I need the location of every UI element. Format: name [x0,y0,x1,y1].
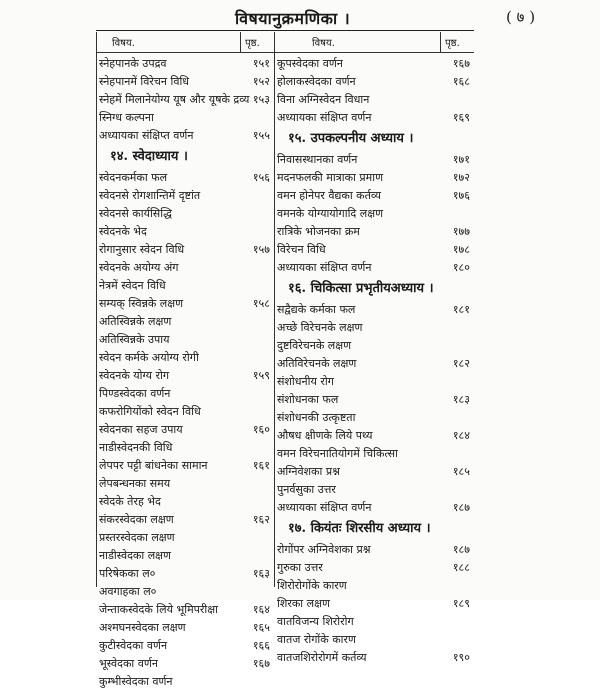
index-entry [96,619,274,637]
entry-page: १६७ [252,657,270,670]
entry-page: १६९ [452,111,470,124]
entry-subject: कुटीस्वेदका वर्णन [99,639,168,652]
index-entry [274,409,474,427]
index-entry [274,613,474,631]
entry-page: १८९ [452,597,470,610]
entry-subject: निवासस्थानका वर्णन [277,153,358,166]
index-entry [274,169,474,187]
index-entry [274,541,474,559]
entry-page: १७८ [452,243,470,256]
entry-subject: संशोधनकी उत्कृष्टता [277,411,356,424]
entry-page: १५७ [252,243,270,256]
entry-subject: संशोधनीय रोग [277,375,334,388]
entry-subject: शिरका लक्षण [277,597,330,610]
entry-page: १५५ [252,129,270,142]
index-entry [96,109,274,127]
entry-subject: गुरुका उत्तर [277,561,323,574]
entry-page: १८७ [452,501,470,514]
index-entry [274,241,474,259]
index-entry [96,673,274,691]
entry-page: १८१ [452,303,470,316]
index-entry [274,559,474,577]
index-entry [96,259,274,277]
entry-page: १७१ [452,153,470,166]
index-entry [96,547,274,565]
index-entry [274,595,474,613]
right-page-header: पृष्ठ. [445,38,460,49]
entry-subject: स्वेदनके योग्य रोग [99,369,170,382]
index-entry [96,475,274,493]
entry-subject: कफरोगियोंको स्वेदन विधि [99,405,201,418]
index-entry [96,529,274,547]
entry-subject: अतिविरेचनके लक्षण [277,357,357,370]
index-entry [274,391,474,409]
entry-subject: अवगाहका ल० [99,585,157,598]
entry-subject: स्वेदनसे रोगशान्तिमें दृष्टांत [99,189,201,202]
index-entry [96,55,274,73]
index-entry [96,457,274,475]
entry-page: १८८ [452,561,470,574]
entry-subject: नेत्रमें स्वेदन विधि [99,279,166,292]
entry-subject: सद्वैद्यके कर्मका फल [277,303,356,316]
entry-page: १८० [452,261,470,274]
entry-subject: परिषेकका ल० [99,567,156,580]
entry-page: १६१ [252,459,270,472]
entry-subject: सम्यक् स्विन्नके लक्षण [99,297,184,310]
entry-subject: वातविजन्य शिरोरोग [277,615,354,628]
entry-subject: स्नेहपानके उपद्रव [99,57,167,70]
section-title: १५. उपकल्पनीय अध्याय । [288,131,414,146]
entry-subject: विरेचन विधि [277,243,326,256]
section-heading [274,127,474,151]
entry-subject: कुम्भीस्वेदका वर्णन [99,675,173,688]
entry-subject: अध्यायका संक्षिप्त वर्णन [277,261,372,274]
index-entry [274,151,474,169]
page-number: ( ७ ) [506,8,536,26]
entry-subject: स्वेदनकर्मका फल [99,171,168,184]
index-entry [96,421,274,439]
entry-subject: संशोधनका फल [277,393,339,406]
entry-page: १५६ [252,171,270,184]
entry-subject: जेन्ताकस्वेदके लिये भूमिपरीक्षा [99,603,218,616]
entry-subject: रोगोंपर अग्निवेशका प्रश्न [277,543,371,556]
entry-page: १६८ [452,75,470,88]
entry-subject: स्वेदनके अयोग्य अंग [99,261,179,274]
entry-page: १८७ [452,543,470,556]
index-entry [96,439,274,457]
entry-page: १५९ [252,369,270,382]
index-entry [96,223,274,241]
index-entry [274,55,474,73]
index-entry [96,73,274,91]
entry-subject: अच्छे विरेचनके लक्षण [277,321,363,334]
index-entry [96,601,274,619]
index-entry [274,499,474,517]
index-entry [274,187,474,205]
entry-page: १५२ [252,75,270,88]
index-entry [96,367,274,385]
index-entry [96,565,274,583]
section-title: १४. स्वेदाध्याय । [110,149,188,164]
section-title: १६. चिकित्सा प्रभृतीयअध्याय । [288,281,434,296]
entry-subject: स्नेहमें मिलानेयोग्य यूष और यूषके द्रव्य [99,93,250,106]
index-entry [96,313,274,331]
index-entry [96,169,274,187]
entry-subject: विना अग्निस्वेदन विधान [277,93,370,106]
entry-subject: लेपपर पट्टी बांधनेका सामान [99,459,208,472]
entry-subject: वातजशिरोरोगमें कर्तव्य [277,651,367,664]
entry-page: १५८ [252,297,270,310]
entry-subject: अध्यायका संक्षिप्त वर्णन [99,129,194,142]
entry-subject: स्वेदनसे कार्यसिद्धि [99,207,172,220]
index-entry [96,91,274,109]
entry-subject: वातज रोगोंके कारण [277,633,356,646]
entry-page: १८४ [452,429,470,442]
section-heading [274,517,474,541]
index-entry [96,331,274,349]
entry-page: १८३ [452,393,470,406]
index-entry [96,127,274,145]
right-column [274,55,474,667]
index-entry [274,73,474,91]
entry-subject: कूपस्वेदका वर्णन [277,57,343,70]
entry-page: १५३ [252,93,270,106]
entry-subject: नाडीस्वेदनकी विधि [99,441,173,454]
entry-subject: संकरस्वेदका लक्षण [99,513,174,526]
index-entry [274,205,474,223]
index-entry [96,655,274,673]
index-entry [274,577,474,595]
entry-page: १७७ [452,225,470,238]
left-column [96,55,274,691]
entry-subject: होलाकस्वेदका वर्णन [277,75,356,88]
entry-subject: लेपबन्धनका समय [99,477,171,490]
entry-subject: भूस्वेदका वर्णन [99,657,158,670]
entry-page: १६३ [252,567,270,580]
entry-page: १६२ [252,513,270,526]
entry-subject: अग्निवेशका प्रश्न [277,465,340,478]
entry-subject: मदनफलकी मात्राका प्रमाण [277,171,384,184]
index-entry [274,109,474,127]
entry-subject: स्वेदनके भेद [99,225,147,238]
index-entry [96,637,274,655]
index-entry [96,277,274,295]
index-entry [274,463,474,481]
section-heading [96,145,274,169]
entry-page: १९० [452,651,470,664]
index-entry [96,493,274,511]
entry-subject: पिण्डस्वेदका वर्णन [99,387,171,400]
index-entry [274,223,474,241]
index-entry [274,259,474,277]
entry-subject: दुष्टविरेचनके लक्षण [277,339,352,352]
left-subject-header: विषय. [112,38,135,49]
column-header-rule [96,52,474,53]
entry-subject: अतिस्विन्नके लक्षण [99,315,172,328]
entry-subject: स्वेदनका सहज उपाय [99,423,183,436]
index-entry [96,349,274,367]
entry-subject: शिरोरोगोंके कारण [277,579,347,592]
entry-subject: अश्मघनस्वेदका लक्षण [99,621,186,634]
index-entry [96,583,274,601]
index-entry [274,631,474,649]
entry-subject: स्वेदके तेरह भेद [99,495,161,508]
entry-subject: रोगानुसार स्वेदन विधि [99,243,185,256]
index-entry [274,427,474,445]
entry-subject: प्रस्तरस्वेदका लक्षण [99,531,175,544]
entry-subject: स्वेदन कर्मके अयोग्य रोगी [99,351,199,364]
entry-subject: वमनके योग्यायोगादि लक्षण [277,207,384,220]
index-entry [274,373,474,391]
index-entry [96,511,274,529]
index-entry [274,481,474,499]
left-page-col-divider [240,32,241,52]
entry-subject: रात्रिके भोजनका क्रम [277,225,360,238]
index-entry [96,403,274,421]
entry-page: १७६ [452,189,470,202]
entry-subject: वमन होनेपर वैद्यका कर्तव्य [277,189,382,202]
left-page-header: पृष्ठ. [245,38,260,49]
entry-page: १६७ [452,57,470,70]
entry-subject: वमन विरेचनातियोगमें चिकित्सा [277,447,398,460]
index-entry [96,385,274,403]
entry-page: १६५ [252,621,270,634]
entry-subject: पुनर्वसुका उत्तर [277,483,336,496]
entry-subject: स्निग्ध कल्पना [99,111,154,124]
index-entry [96,241,274,259]
section-title: १७. कियंतः शिरसीय अध्याय । [288,521,431,536]
index-entry [274,355,474,373]
entry-page: १८५ [452,465,470,478]
index-entry [274,301,474,319]
right-page-col-divider [440,32,441,52]
index-entry [274,445,474,463]
entry-page: १६० [252,423,270,436]
index-entry [274,649,474,667]
entry-page: १५१ [252,57,270,70]
entry-page: १६६ [252,639,270,652]
entry-subject: नाडीस्वेदका लक्षण [99,549,172,562]
index-entry [96,295,274,313]
right-subject-header: विषय. [312,38,335,49]
entry-subject: अध्यायका संक्षिप्त वर्णन [277,111,372,124]
entry-page: १७२ [452,171,470,184]
page-header [0,4,600,28]
index-entry [274,91,474,109]
entry-subject: औषध क्षीणके लिये पथ्य [277,429,373,442]
entry-subject: अतिस्विन्नके उपाय [99,333,170,346]
header-rule [96,30,474,31]
entry-subject: अध्यायका संक्षिप्त वर्णन [277,501,372,514]
entry-page: १६४ [252,603,270,616]
entry-subject: स्नेहपानमें विरेचन विधि [99,75,190,88]
index-entry [274,337,474,355]
index-entry [96,205,274,223]
section-heading [274,277,474,301]
index-entry [274,319,474,337]
entry-page: १८२ [452,357,470,370]
page-title: विषयानुक्रमणिका । [235,9,351,28]
index-entry [96,187,274,205]
